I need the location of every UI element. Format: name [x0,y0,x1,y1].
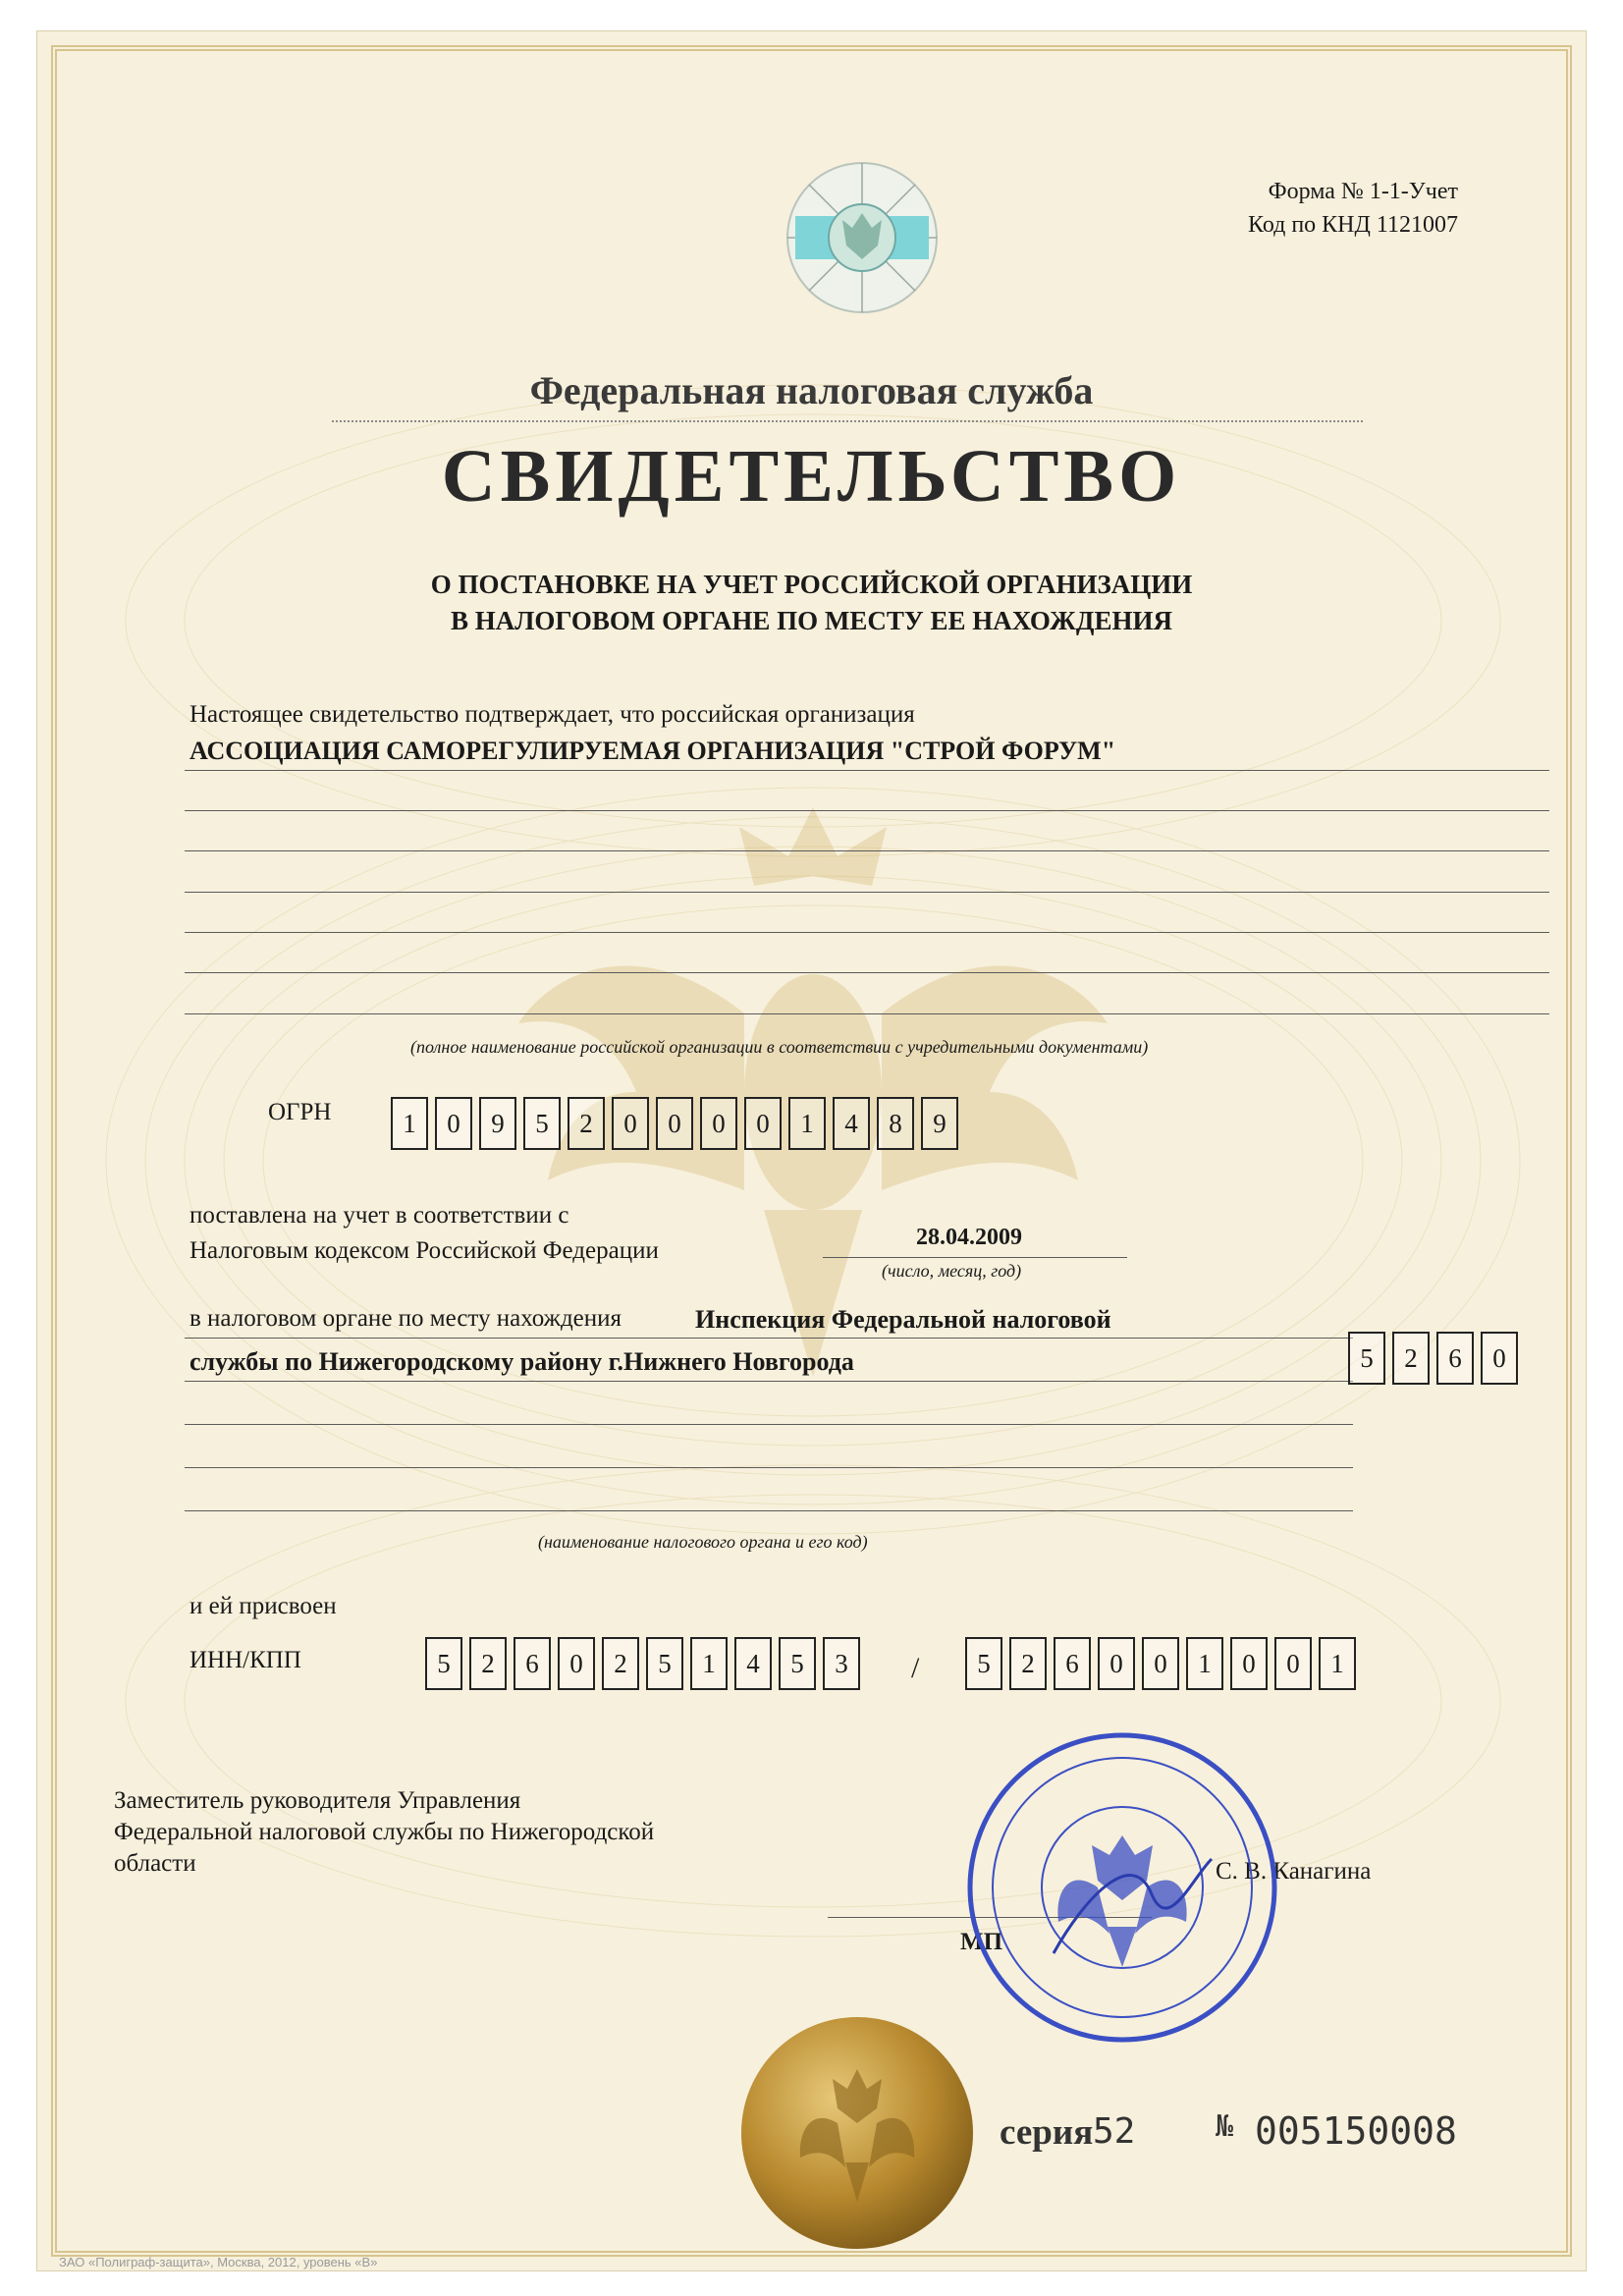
kpp-digit-cell: 0 [1274,1637,1312,1690]
org-name-line-6 [185,972,1549,973]
inn-digit-cell: 5 [646,1637,683,1690]
authority-line-1 [185,1338,1353,1339]
printer-imprint: ЗАО «Полиграф-защита», Москва, 2012, уровень «В» [59,2255,378,2269]
inn-digit-cell: 5 [425,1637,462,1690]
organization-caption: (полное наименование российской организации в соответствии с учредительными документами) [410,1037,1149,1057]
ogrn-label: ОГРН [268,1099,332,1125]
document-title: СВИДЕТЕЛЬСТВО [441,435,1182,518]
ogrn-digit-cell: 0 [656,1097,693,1150]
signer-name: С. В. Канагина [1216,1858,1372,1885]
stamp-place-label: МП [960,1929,1003,1955]
date-caption: (число, месяц, год) [882,1261,1022,1281]
certificate-sheet [37,31,1586,2270]
ogrn-digit-cell: 4 [833,1097,870,1150]
ogrn-digit-cell: 1 [788,1097,826,1150]
ogrn-digit-cell: 1 [391,1097,428,1150]
ogrn-digit-cell: 2 [568,1097,605,1150]
ogrn-digit-cell: 0 [612,1097,649,1150]
authority-code-digits [1348,1332,1525,1385]
kpp-digit-cell: 5 [965,1637,1002,1690]
authority-line-5 [185,1510,1353,1511]
kpp-digit-cell: 6 [1054,1637,1091,1690]
inn-digit-cell: 6 [514,1637,551,1690]
authority-code-digit-cell: 6 [1436,1332,1474,1385]
org-name-line-2 [185,810,1549,811]
authority-intro: в налоговом органе по месту нахождения [189,1305,622,1332]
organization-intro: Настоящее свидетельство подтверждает, что российская организация [189,701,915,728]
inn-digit-cell: 4 [734,1637,772,1690]
inn-digit-cell: 3 [823,1637,860,1690]
series-value: 52 [1093,2111,1136,2152]
signer-position-line-2: Федеральной налоговой службы по Нижегородской [114,1819,655,1845]
kpp-digit-cell: 0 [1230,1637,1268,1690]
hologram-emblem-icon [784,159,941,316]
serial-number: 005150008 [1255,2109,1457,2153]
date-line [823,1257,1127,1258]
authority-code-digit-cell: 2 [1392,1332,1430,1385]
inn-kpp-label: ИНН/КПП [189,1647,301,1673]
kpp-digit-cell: 0 [1142,1637,1179,1690]
organization-name: АССОЦИАЦИЯ САМОРЕГУЛИРУЕМАЯ ОРГАНИЗАЦИЯ "СТРОЙ ФОРУМ" [189,737,1116,765]
signer-position-line-1: Заместитель руководителя Управления [114,1787,521,1814]
kpp-digit-cell: 0 [1098,1637,1135,1690]
number-sign: № [1216,2109,1234,2144]
ogrn-digit-cell: 0 [744,1097,782,1150]
ogrn-digit-cell: 0 [700,1097,737,1150]
org-name-line-7 [185,1013,1549,1014]
kpp-digit-cell: 1 [1186,1637,1223,1690]
assigned-label: и ей присвоен [189,1593,337,1619]
kpp-digit-cell: 2 [1009,1637,1047,1690]
ogrn-digit-cell: 8 [877,1097,914,1150]
knd-code: Код по КНД 1121007 [1248,212,1458,238]
official-stamp-icon [960,1725,1284,2050]
inn-kpp-separator: / [911,1652,920,1684]
kpp-digits [965,1637,1363,1690]
authority-name-part-2: службы по Нижегородскому району г.Нижнего Новгорода [189,1347,854,1376]
registration-line-1: поставлена на учет в соответствии с [189,1202,569,1229]
org-name-line-3 [185,850,1549,851]
authority-caption: (наименование налогового органа и его код) [538,1532,868,1552]
agency-name: Федеральная налоговая служба [529,368,1094,412]
org-name-line-4 [185,892,1549,893]
inn-digits [425,1637,867,1690]
authority-line-2 [185,1381,1353,1382]
title-divider [332,420,1363,422]
ogrn-digit-cell: 0 [435,1097,472,1150]
ogrn-digit-cell: 9 [921,1097,958,1150]
authority-code-digit-cell: 5 [1348,1332,1385,1385]
signer-position-line-3: области [114,1850,196,1877]
registration-line-2: Налоговым кодексом Российской Федерации [189,1237,659,1264]
authority-line-4 [185,1467,1353,1468]
authority-line-3 [185,1424,1353,1425]
gold-seal-icon [739,2015,975,2251]
subtitle-line-1: О ПОСТАНОВКЕ НА УЧЕТ РОССИЙСКОЙ ОРГАНИЗАЦИИ [430,570,1193,599]
org-name-line-1 [185,770,1549,771]
inn-digit-cell: 5 [779,1637,816,1690]
registration-date: 28.04.2009 [916,1225,1022,1250]
ogrn-digit-cell: 9 [479,1097,516,1150]
inn-digit-cell: 2 [469,1637,507,1690]
ogrn-digits [391,1097,965,1150]
inn-digit-cell: 2 [602,1637,639,1690]
inn-digit-cell: 1 [690,1637,728,1690]
form-number: Форма № 1-1-Учет [1268,179,1458,204]
subtitle-line-2: В НАЛОГОВОМ ОРГАНЕ ПО МЕСТУ ЕЕ НАХОЖДЕНИЯ [451,606,1172,635]
kpp-digit-cell: 1 [1319,1637,1356,1690]
authority-code-digit-cell: 0 [1481,1332,1518,1385]
inn-digit-cell: 0 [558,1637,595,1690]
ogrn-digit-cell: 5 [523,1097,561,1150]
authority-name-part-1: Инспекция Федеральной налоговой [695,1305,1111,1334]
series-label: серия [1000,2112,1094,2153]
org-name-line-5 [185,932,1549,933]
